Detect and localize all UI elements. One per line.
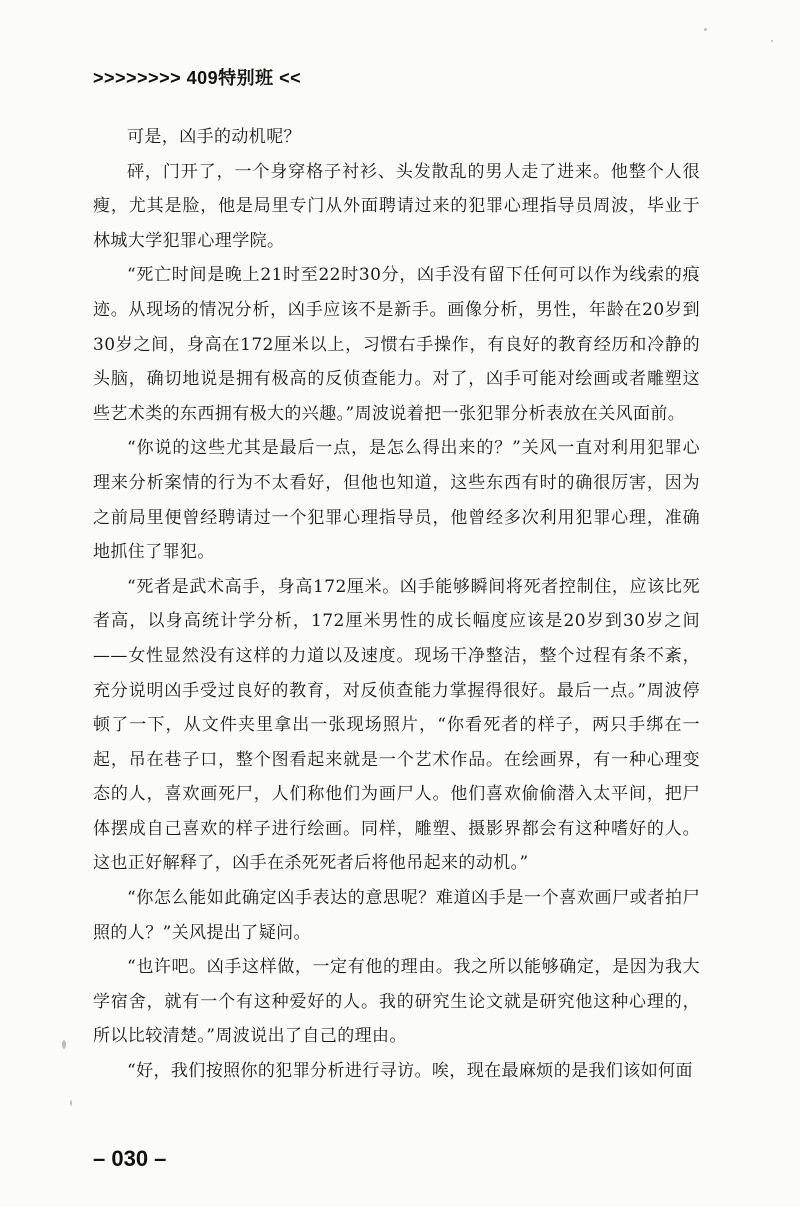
paragraph-1: 可是，凶手的动机呢？ xyxy=(127,127,301,147)
page-number: – 030 – xyxy=(93,1146,167,1171)
paragraph-2: 砰，门开了，一个身穿格子衬衫、头发散乱的男人走了进来。他整个人很瘦，尤其是脸，他是局里专门从外面聘请过来的犯罪心理指导员周波，毕业于林城大学犯罪心理学院。 xyxy=(93,161,700,251)
paragraph-4: “你说的这些尤其是最后一点，是怎么得出来的？”关风一直对利用犯罪心理来分析案情的行为不太看好，但他也知道，这些东西有时的确很厉害，因为之前局里便曾经聘请过一个犯罪心理指导员，他曾经多次利用犯罪心理，准确地抓住了罪犯。 xyxy=(93,438,700,563)
scan-speck xyxy=(704,28,707,31)
paragraph-5: “死者是武术高手，身高172厘米。凶手能够瞬间将死者控制住，应该比死者高，以身高统计学分析，172厘米男性的成长幅度应该是20岁到30岁之间——女性显然没有这样的力道以及速度。现场干净整洁，整个过程有条不紊，充分说明凶手受过良好的教育，对反侦查能力掌握得很好。最后一点。”周波停顿了一下，从文件夹里拿出一张现场照片，“你看死者的样子，两只手绑在一起，吊在巷子口，整个图看起来就是一个艺术作品。在绘画界，有一种心理变态的人，喜欢画死尸，人们称他们为画尸人。他们喜欢偷偷潜入太平间，把尸体摆成自己喜欢的样子进行绘画。同样，雕塑、摄影界都会有这种嗜好的人。这也正好解释了，凶手在杀死死者后将他吊起来的动机。” xyxy=(93,576,700,874)
scan-speck xyxy=(771,40,773,42)
paragraph-7: “也许吧。凶手这样做，一定有他的理由。我之所以能够确定，是因为我大学宿舍，就有一个有这种爱好的人。我的研究生论文就是研究他这种心理的，所以比较清楚。”周波说出了自己的理由。 xyxy=(93,957,700,1047)
scan-speck xyxy=(62,1040,66,1049)
body-text xyxy=(93,120,700,1089)
paragraph-6: “你怎么能如此确定凶手表达的意思呢？难道凶手是一个喜欢画尸或者拍尸照的人？”关风提出了疑问。 xyxy=(93,888,700,943)
running-header: >>>>>>>> 409特别班 << xyxy=(93,68,302,88)
scan-speck xyxy=(70,1100,72,1106)
paragraph-8: “好，我们按照你的犯罪分析进行寻访。唉，现在最麻烦的是我们该如何面 xyxy=(127,1061,693,1082)
paragraph-3: “死亡时间是晚上21时至22时30分，凶手没有留下任何可以作为线索的痕迹。从现场的情况分析，凶手应该不是新手。画像分析，男性，年龄在20岁到30岁之间，身高在172厘米以上，习惯右手操作，有良好的教育经历和冷静的头脑，确切地说是拥有极高的反侦查能力。对了，凶手可能对绘画或者雕塑这些艺术类的东西拥有极大的兴趣。”周波说着把一张犯罪分析表放在关风面前。 xyxy=(93,265,700,424)
